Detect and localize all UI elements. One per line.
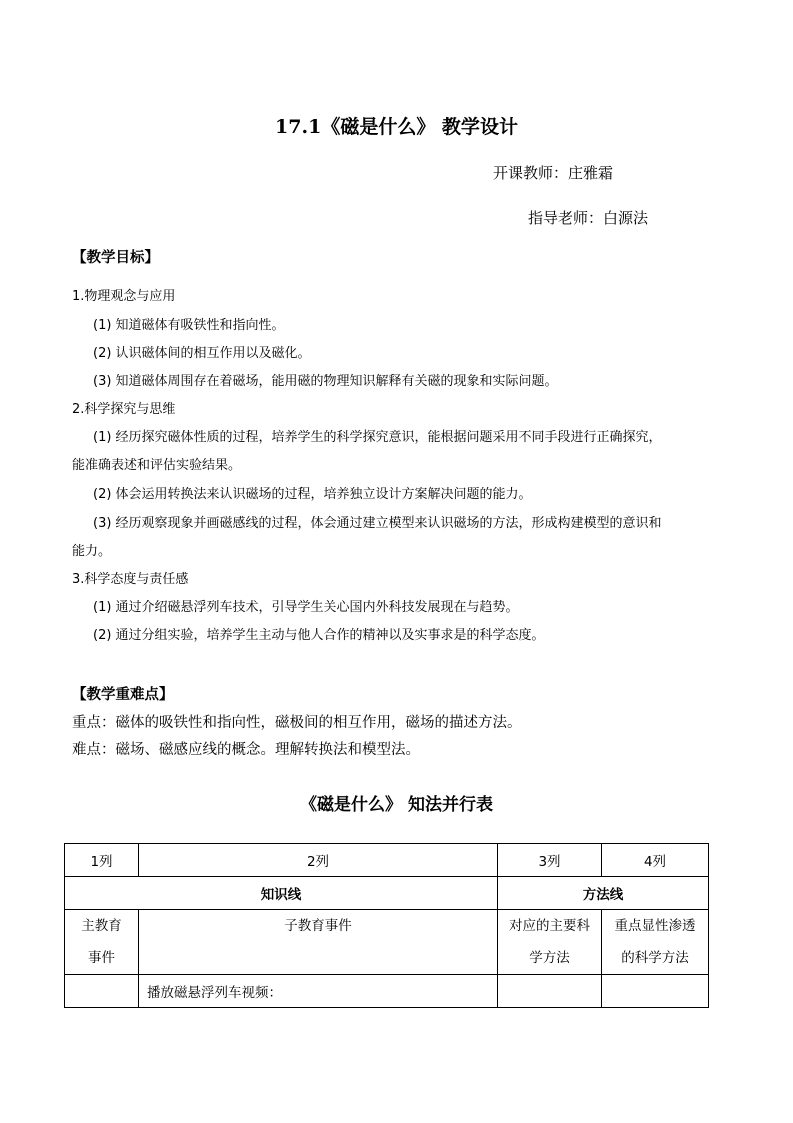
sub-event-header: 子教育事件: [139, 910, 498, 975]
goal-2-item-2: (2) 体会运用转换法来认识磁场的过程，培养独立设计方案解决问题的能力。: [93, 487, 532, 502]
table-cell: [65, 975, 139, 1008]
advisor-line: 指导老师：白源法: [528, 209, 649, 227]
goal-1-item-2: (2) 认识磁体间的相互作用以及磁化。: [93, 346, 311, 361]
focus-line: 重点：磁体的吸铁性和指向性，磁极间的相互作用，磁场的描述方法。: [72, 715, 522, 731]
table-row: [65, 910, 709, 975]
method-line-header: 方法线: [498, 877, 709, 910]
goal-2-heading: 2.科学探究与思维: [72, 402, 176, 417]
goal-3-item-1: (1) 通过介绍磁悬浮列车技术，引导学生关心国内外科技发展现在与趋势。: [93, 600, 519, 615]
column-label-3: 3列: [498, 844, 602, 877]
goal-2-item-3: (3) 经历观察现象并画磁感线的过程，体会通过建立模型来认识磁场的方法，形成构建模型的意识和: [93, 516, 662, 531]
goal-2-item-1-cont: 能准确表述和评估实验结果。: [72, 458, 242, 473]
difficulty-line: 难点：磁场、磁感应线的概念。理解转换法和模型法。: [72, 742, 420, 758]
document-title: 17.1《磁是什么》 教学设计: [275, 116, 518, 138]
column-label-1: 1列: [65, 844, 139, 877]
goal-1-heading: 1.物理观念与应用: [72, 289, 176, 304]
table-row: [65, 844, 709, 877]
main-method-header-line-1: 对应的主要科: [509, 918, 590, 934]
table-cell: 播放磁悬浮列车视频：: [139, 975, 498, 1008]
keypoints-heading: 【教学重难点】: [72, 687, 174, 703]
goal-1-item-1: (1) 知道磁体有吸铁性和指向性。: [93, 318, 285, 333]
goal-3-heading: 3.科学态度与责任感: [72, 572, 189, 587]
knowledge-line-header: 知识线: [65, 877, 498, 910]
main-method-header-line-2: 学方法: [529, 950, 570, 966]
table-title: 《磁是什么》 知法并行表: [300, 795, 493, 815]
column-label-2: 2列: [139, 844, 498, 877]
focus-method-header-line-1: 重点显性渗透: [614, 918, 696, 934]
main-event-header: [65, 910, 139, 975]
knowledge-method-table: [64, 843, 709, 1008]
focus-method-header: [602, 910, 709, 975]
goal-2-item-3-cont: 能力。: [72, 544, 112, 559]
table-row: [65, 877, 709, 910]
teacher-line: 开课教师：庄雅霜: [493, 164, 614, 182]
table-cell: [602, 975, 709, 1008]
main-event-header-line-1: 主教育: [81, 918, 122, 934]
focus-method-header-line-2: 的科学方法: [621, 950, 689, 966]
main-event-header-line-2: 事件: [88, 950, 115, 966]
column-label-4: 4列: [602, 844, 709, 877]
goal-3-item-2: (2) 通过分组实验，培养学生主动与他人合作的精神以及实事求是的科学态度。: [93, 628, 545, 643]
goal-2-item-1: (1) 经历探究磁体性质的过程，培养学生的科学探究意识，能根据问题采用不同手段进行正确探究，: [93, 430, 662, 445]
main-method-header: [498, 910, 602, 975]
table-cell: [498, 975, 602, 1008]
table-row: [65, 975, 709, 1008]
goal-1-item-3: (3) 知道磁体周围存在着磁场，能用磁的物理知识解释有关磁的现象和实际问题。: [93, 374, 558, 389]
objectives-heading: 【教学目标】: [72, 250, 159, 266]
